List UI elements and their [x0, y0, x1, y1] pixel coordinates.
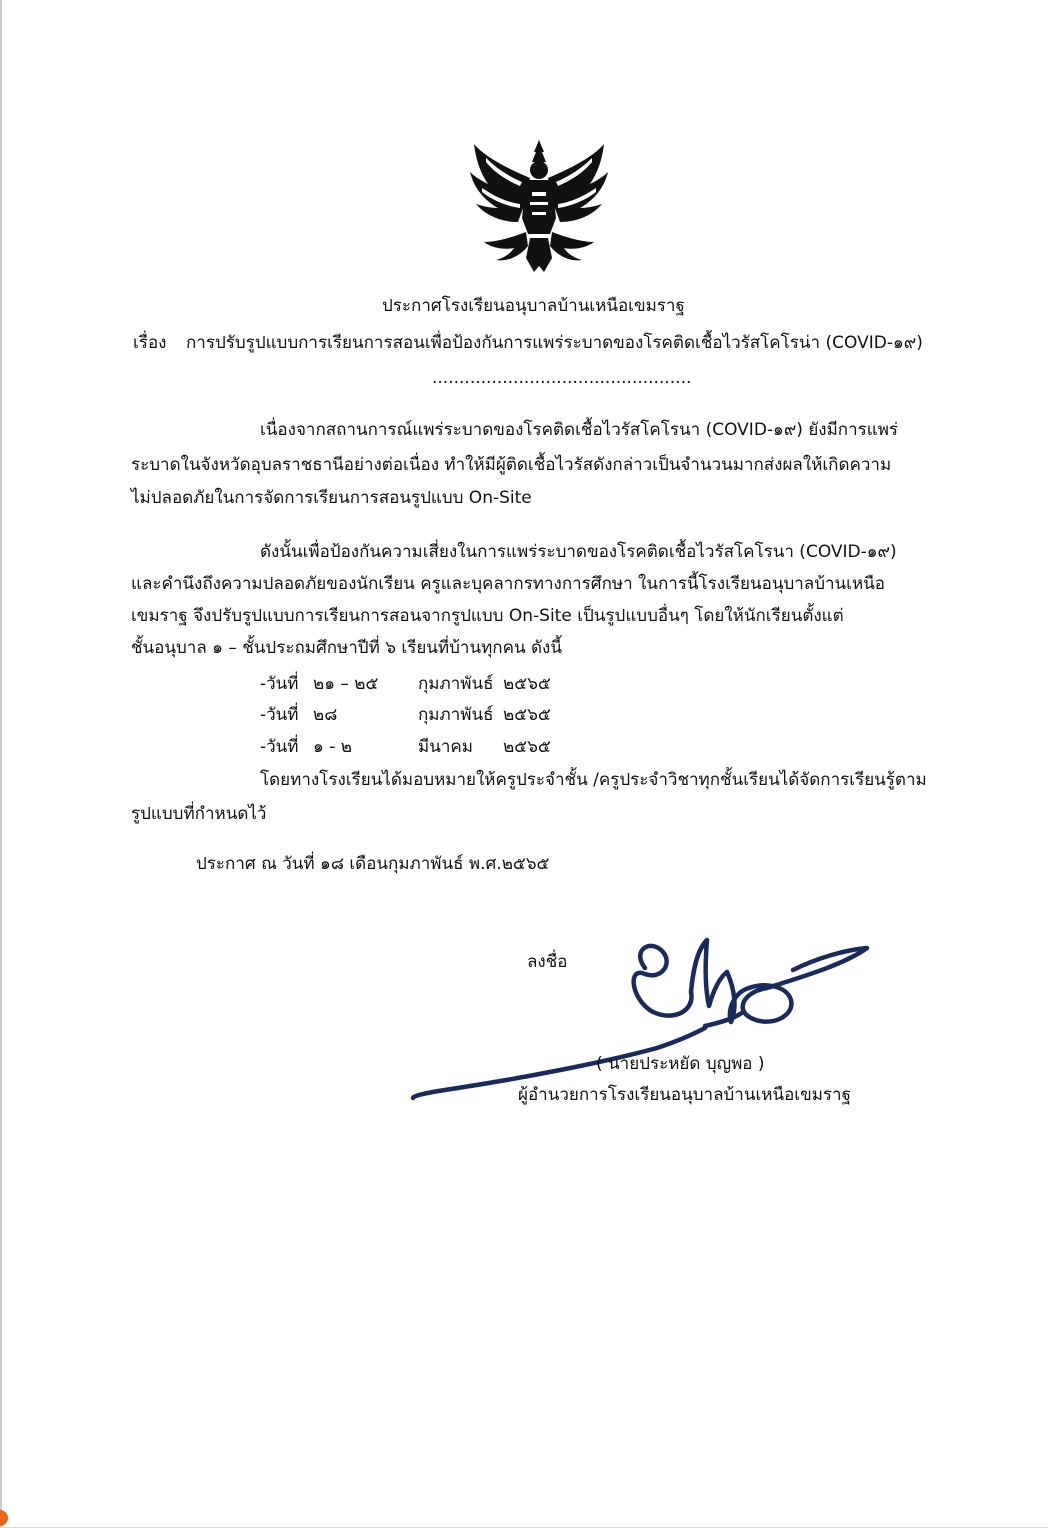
- subject-text: การปรับรูปแบบการเรียนการสอนเพื่อป้องกันการแพร่ระบาดของโรคติดเชื้อไวรัสโคโรน่า (COVID-๑๙): [186, 333, 923, 353]
- announcement-title: ประกาศโรงเรียนอนุบาลบ้านเหนือเขมราฐ: [382, 296, 685, 316]
- paragraph-line: และคำนึงถึงความปลอดภัยของนักเรียน ครูและบุคลากรทางการศึกษา ในการนี้โรงเรียนอนุบาลบ้านเหนือ: [131, 574, 886, 594]
- date-row-month: กุมภาพันธ์: [418, 674, 494, 694]
- subject-label: เรื่อง: [133, 333, 167, 353]
- paragraph-line: ไม่ปลอดภัยในการจัดการเรียนการสอนรูปแบบ On-Site: [131, 488, 532, 508]
- signer-position: ผู้อำนวยการโรงเรียนอนุบาลบ้านเหนือเขมราฐ: [518, 1085, 851, 1105]
- page-left-edge: [0, 0, 2, 1528]
- date-row-range: ๒๘: [313, 705, 338, 725]
- date-row-month: กุมภาพันธ์: [418, 705, 494, 725]
- paragraph-line: ชั้นอนุบาล ๑ – ชั้นประถมศึกษาปีที่ ๖ เรียนที่บ้านทุกคน ดังนี้: [131, 638, 562, 658]
- date-row-month: มีนาคม: [418, 737, 473, 757]
- date-row-year: ๒๕๖๕: [503, 737, 551, 757]
- paragraph-line: โดยทางโรงเรียนได้มอบหมายให้ครูประจำชั้น /ครูประจำวิชาทุกชั้นเรียนได้จัดการเรียนรู้ตาม: [260, 770, 927, 790]
- garuda-emblem-icon: [466, 138, 612, 274]
- date-row-range: ๑ - ๒: [313, 737, 352, 757]
- date-row-year: ๒๕๖๕: [503, 674, 551, 694]
- paragraph-line: เขมราฐ จึงปรับรูปแบบการเรียนการสอนจากรูปแบบ On-Site เป็นรูปแบบอื่นๆ โดยให้นักเรียนตั้งแต่: [131, 606, 844, 626]
- announcement-date: ประกาศ ณ วันที่ ๑๘ เดือนกุมภาพันธ์ พ.ศ.๒๕๖๕: [196, 854, 550, 874]
- signer-name: ( นายประหยัด บุญพอ ): [596, 1054, 765, 1074]
- corner-marker: [0, 1510, 8, 1526]
- separator-dots: ................................................: [432, 368, 692, 388]
- paragraph-line: ระบาดในจังหวัดอุบลราชธานีอย่างต่อเนื่อง ทำให้มีผู้ติดเชื้อไวรัสดังกล่าวเป็นจำนวนมากส่งผลให้เกิดความ: [131, 455, 892, 475]
- sign-label: ลงชื่อ: [527, 952, 568, 972]
- date-row-range: ๒๑ – ๒๕: [313, 674, 379, 694]
- paragraph-line: เนื่องจากสถานการณ์แพร่ระบาดของโรคติดเชื้อไวรัสโคโรนา (COVID-๑๙) ยังมีการแพร่: [260, 420, 899, 440]
- date-row-label: -วันที่: [260, 674, 299, 694]
- date-row-label: -วันที่: [260, 737, 299, 757]
- date-row-label: -วันที่: [260, 705, 299, 725]
- paragraph-line: ดังนั้นเพื่อป้องกันความเสี่ยงในการแพร่ระบาดของโรคติดเชื้อไวรัสโคโรนา (COVID-๑๙): [260, 542, 897, 562]
- date-row-year: ๒๕๖๕: [503, 705, 551, 725]
- paragraph-line: รูปแบบที่กำหนดไว้: [131, 804, 267, 824]
